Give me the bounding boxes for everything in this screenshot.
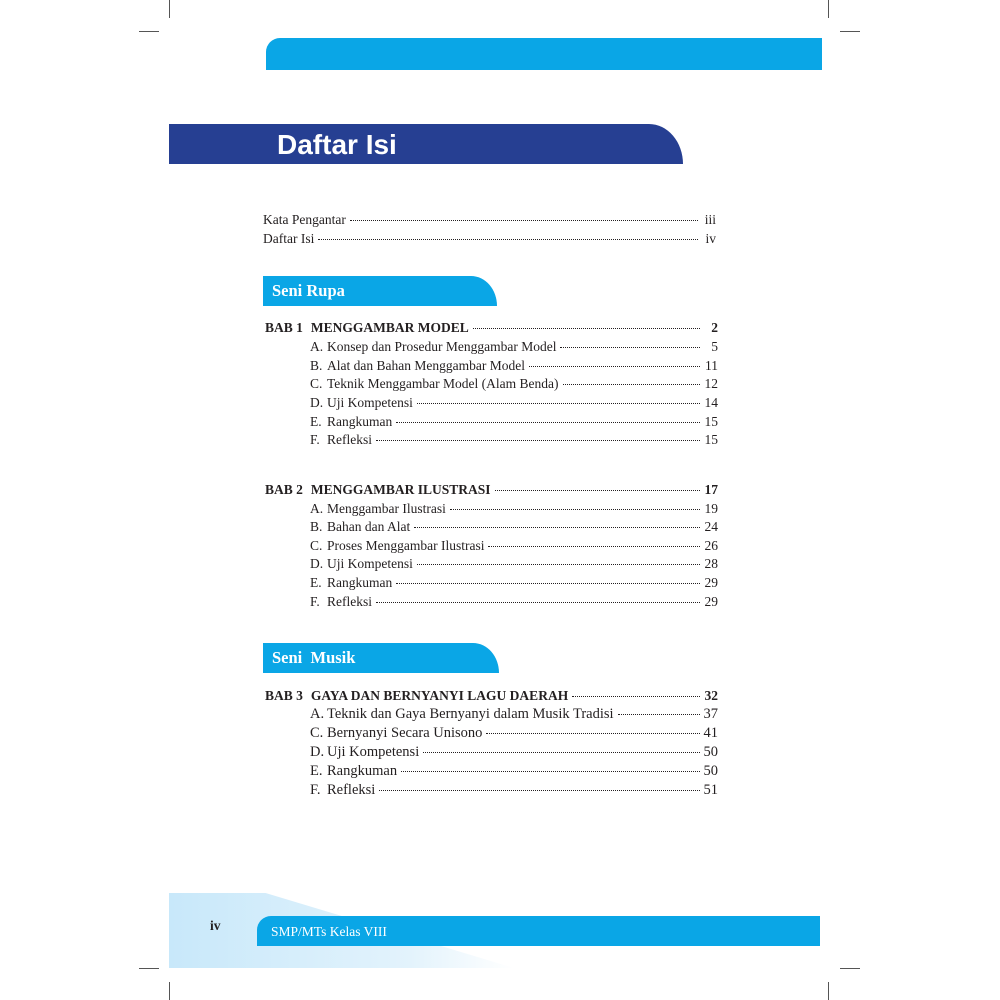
- leader-dots: [495, 490, 700, 491]
- crop-mark: [139, 968, 159, 969]
- leader-dots: [396, 422, 700, 423]
- toc-item[interactable]: [310, 500, 718, 517]
- toc-entry-page: iii: [704, 212, 716, 227]
- leader-dots: [417, 403, 700, 404]
- item-page: 12: [704, 376, 718, 391]
- toc-entry-daftar-isi[interactable]: [263, 230, 716, 247]
- leader-dots: [376, 440, 700, 441]
- item-page: 50: [703, 763, 718, 779]
- toc-item[interactable]: [310, 375, 718, 392]
- item-label: Uji Kompetensi: [327, 744, 420, 760]
- item-page: 29: [704, 594, 718, 609]
- item-label: Alat dan Bahan Menggambar Model: [327, 358, 525, 373]
- toc-item[interactable]: [310, 743, 718, 762]
- item-letter: D.: [310, 395, 324, 410]
- chapter-number: BAB 2: [265, 482, 303, 497]
- item-letter: A.: [310, 706, 325, 722]
- item-label: Refleksi: [327, 594, 372, 609]
- leader-dots: [423, 752, 699, 753]
- item-label: Bahan dan Alat: [327, 519, 411, 534]
- leader-dots: [488, 546, 700, 547]
- item-letter: A.: [310, 501, 324, 516]
- crop-mark: [828, 0, 829, 18]
- toc-entry-label: Kata Pengantar: [263, 212, 346, 227]
- crop-mark: [139, 31, 159, 32]
- chapter-page: 2: [711, 320, 718, 335]
- item-letter: C.: [310, 725, 324, 741]
- leader-dots: [572, 696, 700, 697]
- item-letter: E.: [310, 763, 323, 779]
- leader-dots: [450, 509, 700, 510]
- chapter-entry-bab-1[interactable]: [265, 319, 718, 336]
- leader-dots: [529, 366, 700, 367]
- toc-item[interactable]: [310, 518, 718, 535]
- toc-item[interactable]: [310, 338, 718, 355]
- item-page: 51: [703, 782, 718, 798]
- toc-item[interactable]: [310, 781, 718, 800]
- item-letter: F.: [310, 782, 321, 798]
- crop-mark: [840, 31, 860, 32]
- section-heading: Seni Rupa: [272, 281, 345, 300]
- leader-dots: [473, 328, 700, 329]
- item-label: Uji Kompetensi: [327, 556, 413, 571]
- section-banner-seni-musik: [263, 643, 499, 673]
- item-page: 28: [704, 556, 718, 571]
- header-accent-bar: [266, 38, 822, 70]
- toc-item[interactable]: [310, 555, 718, 572]
- chapter-entry-bab-3[interactable]: [265, 687, 718, 704]
- toc-entry-kata-pengantar[interactable]: [263, 211, 716, 228]
- leader-dots: [376, 602, 700, 603]
- title-banner: [169, 124, 683, 164]
- item-label: Uji Kompetensi: [327, 395, 413, 410]
- toc-item[interactable]: [310, 593, 718, 610]
- chapter-title: MENGGAMBAR MODEL: [310, 320, 469, 335]
- item-letter: E.: [310, 575, 322, 590]
- crop-mark: [169, 0, 170, 18]
- toc-item[interactable]: [310, 394, 718, 411]
- chapter-page: 17: [704, 482, 718, 497]
- item-label: Menggambar Ilustrasi: [327, 501, 446, 516]
- item-letter: F.: [310, 594, 320, 609]
- leader-dots: [417, 564, 700, 565]
- chapter-number: BAB 3: [265, 688, 303, 703]
- item-label: Rangkuman: [327, 763, 398, 779]
- item-label: Rangkuman: [327, 414, 393, 429]
- item-label: Refleksi: [327, 782, 376, 798]
- item-page: 41: [703, 725, 718, 741]
- chapter-number: BAB 1: [265, 320, 303, 335]
- section-heading: Seni Musik: [272, 648, 356, 667]
- toc-item[interactable]: [310, 413, 718, 430]
- toc-item[interactable]: [310, 431, 718, 448]
- item-page: 37: [703, 706, 718, 722]
- leader-dots: [379, 790, 699, 791]
- leader-dots: [350, 220, 698, 221]
- chapter-page: 32: [704, 688, 718, 703]
- item-letter: E.: [310, 414, 322, 429]
- leader-dots: [318, 239, 698, 240]
- crop-mark: [840, 968, 860, 969]
- chapter-title: MENGGAMBAR ILUSTRASI: [310, 482, 491, 497]
- item-letter: B.: [310, 519, 323, 534]
- item-letter: A.: [310, 339, 324, 354]
- item-letter: B.: [310, 358, 323, 373]
- item-page: 29: [704, 575, 718, 590]
- item-page: 50: [703, 744, 718, 760]
- toc-item[interactable]: [310, 537, 718, 554]
- item-label: Teknik dan Gaya Bernyanyi dalam Musik Tradisi: [327, 706, 614, 722]
- leader-dots: [618, 714, 700, 715]
- footer-bar: [257, 916, 820, 946]
- item-page: 15: [704, 432, 718, 447]
- item-label: Bernyanyi Secara Unisono: [327, 725, 483, 741]
- toc-item[interactable]: [310, 762, 718, 781]
- item-label: Rangkuman: [327, 575, 393, 590]
- item-page: 14: [704, 395, 718, 410]
- item-label: Proses Menggambar Ilustrasi: [327, 538, 485, 553]
- item-letter: D.: [310, 556, 324, 571]
- toc-item[interactable]: [310, 705, 718, 724]
- page-title: Daftar Isi: [277, 129, 397, 160]
- leader-dots: [563, 384, 701, 385]
- crop-mark: [169, 982, 170, 1000]
- toc-entry-label: Daftar Isi: [263, 231, 315, 246]
- chapter-title: GAYA DAN BERNYANYI LAGU DAERAH: [310, 688, 569, 703]
- item-page: 15: [704, 414, 718, 429]
- item-letter: C.: [310, 376, 323, 391]
- chapter-entry-bab-2[interactable]: [265, 481, 718, 498]
- toc-item[interactable]: [310, 574, 718, 591]
- item-page: 11: [705, 358, 718, 373]
- item-page: 24: [704, 519, 718, 534]
- item-label: Konsep dan Prosedur Menggambar Model: [327, 339, 557, 354]
- item-label: Refleksi: [327, 432, 372, 447]
- section-banner-seni-rupa: [263, 276, 497, 306]
- toc-item[interactable]: [310, 357, 718, 374]
- book-label: SMP/MTs Kelas VIII: [271, 924, 387, 939]
- item-page: 26: [704, 538, 718, 553]
- leader-dots: [560, 347, 700, 348]
- leader-dots: [414, 527, 700, 528]
- leader-dots: [401, 771, 699, 772]
- item-page: 19: [704, 501, 718, 516]
- leader-dots: [396, 583, 700, 584]
- page-number: iv: [210, 918, 221, 933]
- item-letter: C.: [310, 538, 323, 553]
- item-label: Teknik Menggambar Model (Alam Benda): [327, 376, 559, 391]
- toc-entry-page: iv: [705, 231, 716, 246]
- leader-dots: [486, 733, 699, 734]
- item-letter: D.: [310, 744, 325, 760]
- crop-mark: [828, 982, 829, 1000]
- toc-item[interactable]: [310, 724, 718, 743]
- item-letter: F.: [310, 432, 320, 447]
- item-page: 5: [711, 339, 718, 354]
